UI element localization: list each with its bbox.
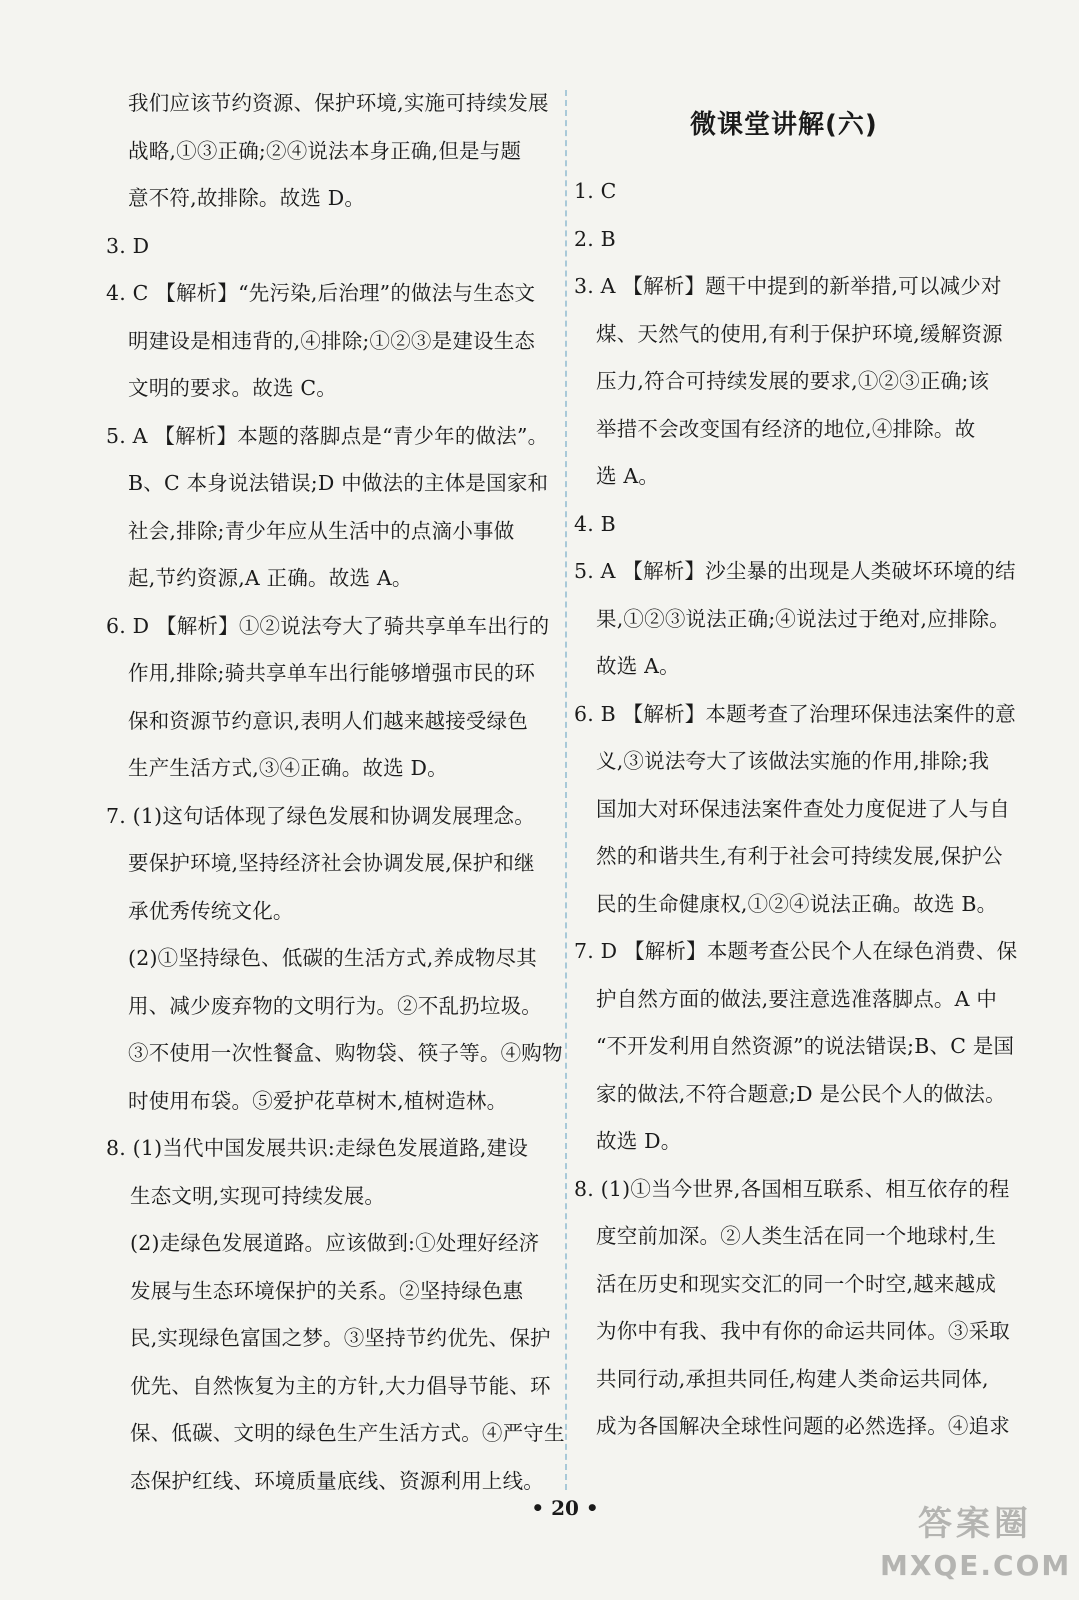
text-line: 战略,①③正确;②④说法本身正确,但是与题 [128,138,522,163]
text-line: 优先、自然恢复为主的方针,大力倡导节能、环 [130,1373,551,1398]
text-line: 4. C 【解析】“先污染,后治理”的做法与生态文 [106,281,536,305]
text-line: 民的生命健康权,①②④说法正确。故选 B。 [596,891,998,916]
text-line: 态保护红线、环境质量底线、资源利用上线。 [130,1468,544,1493]
text-line: (2)走绿色发展道路。应该做到:①处理好经济 [130,1231,540,1255]
text-line: 5. A 【解析】沙尘暴的出现是人类破坏环境的结 [574,559,1016,583]
text-line: 民,实现绿色富国之梦。③坚持节约优先、保护 [130,1326,551,1350]
text-line: 1. C [574,179,617,203]
text-line: 2. B [574,226,616,251]
right-column [574,168,1036,1451]
text-line: 承优秀传统文化。 [128,898,294,923]
text-line: 社会,排除;青少年应从生活中的点滴小事做 [128,518,515,543]
text-line: 生态文明,实现可持续发展。 [130,1183,386,1208]
text-line: 义,③说法夸大了该做法实施的作用,排除;我 [596,749,990,773]
text-line: 8. (1)①当今世界,各国相互联系、相互依存的程 [574,1176,1010,1201]
text-line: 选 A。 [596,464,660,488]
text-line: 6. D 【解析】①②说法夸大了骑共享单车出行的 [106,613,550,638]
text-line: 文明的要求。故选 C。 [128,376,337,400]
text-line: ③不使用一次性餐盒、购物袋、筷子等。④购物 [128,1041,563,1065]
text-line: (2)①坚持绿色、低碳的生活方式,养成物尽其 [128,946,537,970]
text-line: 压力,符合可持续发展的要求,①②③正确;该 [596,369,990,393]
text-line: 生产生活方式,③④正确。故选 D。 [128,756,448,780]
text-line: 明建设是相违背的,④排除;①②③是建设生态 [128,328,536,353]
text-line: 然的和谐共生,有利于社会可持续发展,保护公 [596,844,1003,868]
text-line: 发展与生态环境保护的关系。②坚持绿色惠 [130,1278,524,1303]
text-line: 国加大对环保违法案件查处力度促进了人与自 [596,796,1010,821]
section-heading: 微课堂讲解(六) [690,110,878,140]
text-line: 时使用布袋。⑤爱护花草树木,植树造林。 [128,1088,508,1113]
text-line: 活在历史和现实交汇的同一个时空,越来越成 [596,1271,997,1296]
text-line: 护自然方面的做法,要注意选准落脚点。A 中 [596,986,998,1011]
text-line: 共同行动,承担共同任,构建人类命运共同体, [596,1366,989,1391]
text-line: 8. (1)当代中国发展共识:走绿色发展道路,建设 [106,1136,529,1160]
text-line: 故选 A。 [596,654,680,678]
text-line: 7. D 【解析】本题考查公民个人在绿色消费、保 [574,939,1018,963]
text-line: 果,①②③说法正确;④说法过于绝对,应排除。 [596,606,1010,631]
page-number: • 20 • [531,1496,599,1520]
text-line: 为你中有我、我中有你的命运共同体。③采取 [596,1319,1010,1343]
text-line: 煤、天然气的使用,有利于保护环境,缓解资源 [596,321,1003,346]
text-line: 作用,排除;骑共享单车出行能够增强市民的环 [128,661,536,685]
text-line: 3. D [106,233,150,258]
text-line: 意不符,故排除。故选 D。 [128,186,366,210]
text-line: 成为各国解决全球性问题的必然选择。④追求 [596,1414,1010,1438]
text-line: 5. A 【解析】本题的落脚点是“青少年的做法”。 [106,423,549,448]
text-line: 故选 D。 [596,1129,682,1153]
text-line: 保和资源节约意识,表明人们越来越接受绿色 [128,708,529,733]
text-line: 用、减少废弃物的文明行为。②不乱扔垃圾。 [128,993,542,1018]
text-line: 6. B 【解析】本题考查了治理环保违法案件的意 [574,701,1016,726]
watermark-logo: 答案圈 MXQE.COM [880,1504,1072,1582]
text-line: 保、低碳、文明的绿色生产生活方式。④严守生 [130,1421,565,1445]
text-line: 度空前加深。②人类生活在同一个地球村,生 [596,1224,997,1248]
text-line: 4. B [574,511,616,536]
text-line: “不开发利用自然资源”的说法错误;B、C 是国 [596,1034,1015,1058]
text-line: 要保护环境,坚持经济社会协调发展,保护和继 [128,851,535,875]
text-line: B、C 本身说法错误;D 中做法的主体是国家和 [128,471,549,495]
column-divider [565,90,567,1490]
text-line: 举措不会改变国有经济的地位,④排除。故 [596,416,976,441]
left-column [106,80,566,1505]
text-line: 7. (1)这句话体现了绿色发展和协调发展理念。 [106,803,535,828]
text-line: 3. A 【解析】题干中提到的新举措,可以减少对 [574,274,1002,298]
text-line: 起,节约资源,A 正确。故选 A。 [128,566,413,590]
text-line: 家的做法,不符合题意;D 是公民个人的做法。 [596,1081,1006,1106]
text-line: 我们应该节约资源、保护环境,实施可持续发展 [128,91,549,115]
